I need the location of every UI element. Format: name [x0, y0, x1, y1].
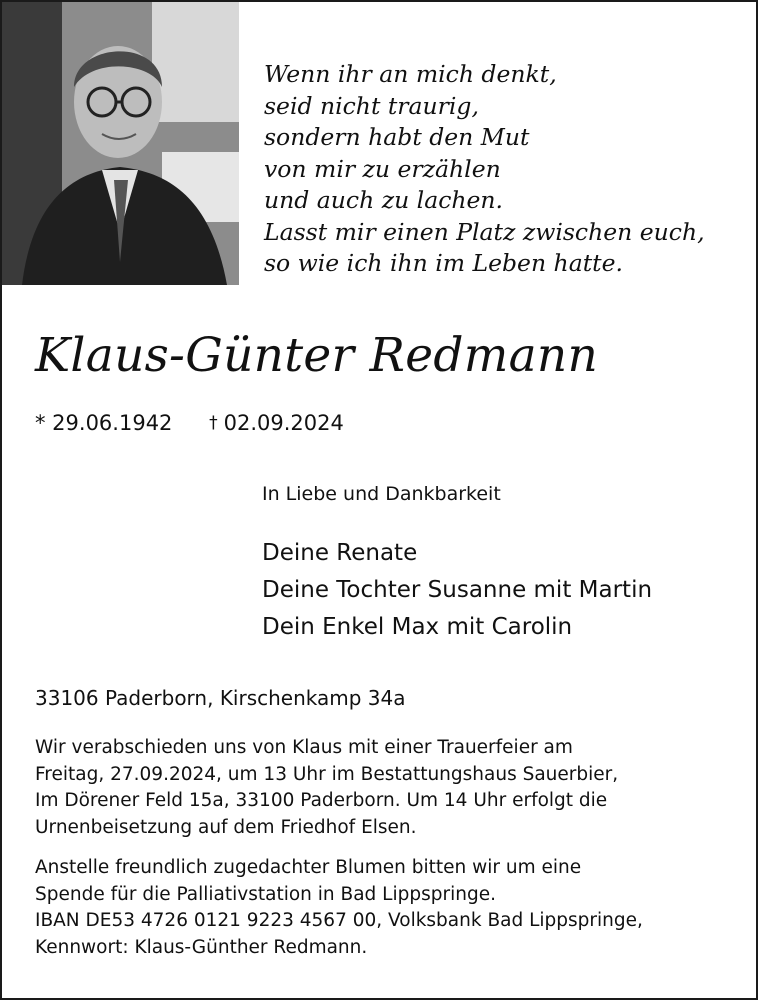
poem-line: und auch zu lachen. [264, 186, 504, 214]
family-member: Dein Enkel Max mit Carolin [262, 614, 573, 640]
family-member: Deine Tochter Susanne mit Martin [262, 577, 653, 603]
portrait-illustration [2, 2, 239, 285]
donation-line: Kennwort: Klaus-Günther Redmann. [35, 936, 368, 958]
poem [264, 59, 705, 280]
poem-line: seid nicht traurig, [264, 91, 479, 120]
address: 33106 Paderborn, Kirschenkamp 34a [35, 686, 406, 710]
portrait-photo [2, 2, 239, 285]
ceremony-line: Wir verabschieden uns von Klaus mit einer Trauerfeier am [35, 737, 573, 758]
poem-line: so wie ich ihn im Leben hatte. [264, 249, 623, 277]
thanks-line: In Liebe und Dankbarkeit [262, 483, 501, 505]
ceremony-paragraph [35, 735, 618, 841]
ceremony-line: Im Dörener Feld 15a, 33100 Paderborn. Um 14 Uhr erfolgt die [35, 790, 608, 811]
death-date: 02.09.2024 [223, 411, 344, 435]
poem-line: von mir zu erzählen [264, 154, 501, 183]
donation-line: IBAN DE53 4726 0121 9223 4567 00, Volksbank Bad Lippspringe, [35, 910, 643, 931]
poem-line: Lasst mir einen Platz zwischen euch, [264, 217, 705, 246]
ceremony-line: Freitag, 27.09.2024, um 13 Uhr im Bestattungshaus Sauerbier, [35, 763, 619, 785]
donation-paragraph [35, 855, 643, 961]
donation-line: Anstelle freundlich zugedachter Blumen bitten wir um eine [35, 857, 582, 878]
ceremony-line: Urnenbeisetzung auf dem Friedhof Elsen. [35, 816, 417, 838]
deceased-name: Klaus-Günter Redmann [35, 328, 599, 383]
poem-line: sondern habt den Mut [264, 123, 530, 151]
cross-icon: † [209, 413, 218, 433]
life-dates [35, 411, 344, 435]
poem-line: Wenn ihr an mich denkt, [264, 60, 557, 88]
family-list [262, 535, 652, 646]
donation-line: Spende für die Palliativstation in Bad Lippspringe. [35, 883, 496, 905]
family-member: Deine Renate [262, 540, 418, 566]
death-date-group [209, 411, 344, 435]
birth-date: * 29.06.1942 [35, 411, 173, 435]
